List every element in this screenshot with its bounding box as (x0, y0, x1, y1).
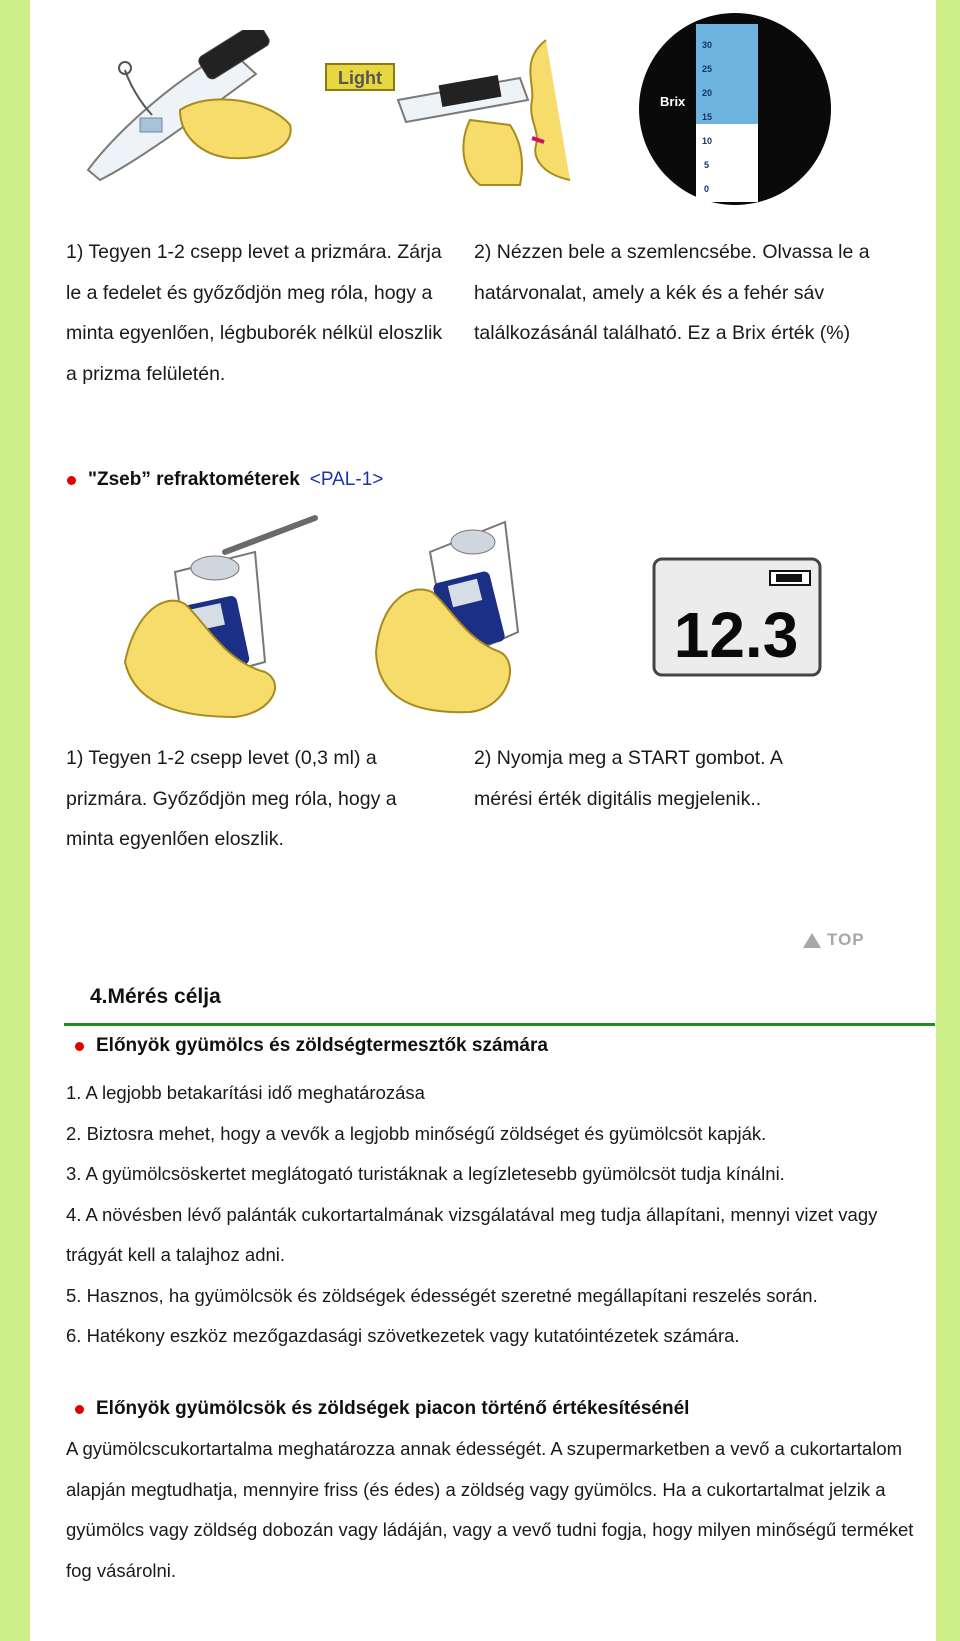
pal-step2-text: 2) Nyomja meg a START gombot. A mérési érték digitális megjelenik.. (474, 747, 782, 810)
pal-device-with-dropper-image (115, 512, 330, 722)
list-item: 6. Hatékony eszköz mezőgazdasági szövetkezetek vagy kutatóintézetek számára. (66, 1325, 740, 1346)
scale-tick: 15 (702, 112, 713, 122)
section-divider (64, 1023, 935, 1026)
scale-tick: 10 (702, 136, 713, 146)
list-item: 3. A gyümölcsöskertet meglátogató turistáknak a legízletesebb gyümölcsöt tudja kínálni. (66, 1163, 785, 1184)
list-item: 4. A növésben lévő palánták cukortartalmának vizsgálatával meg tudja állapítani, mennyi vizet vagy trágyát kell a talajhoz adni. (66, 1203, 878, 1265)
bullet-icon (75, 1042, 84, 1051)
pal-device-start-button-image (370, 512, 545, 717)
scale-tick: 25 (702, 64, 713, 74)
back-to-top-link[interactable] (803, 930, 865, 950)
market-heading-text: Előnyök gyümölcsök és zöldségek piacon történő értékesítésénél (96, 1398, 690, 1419)
pal-step1-text: 1) Tegyen 1-2 csepp levet (0,3 ml) a prizmára. Győződjön meg róla, hogy a minta egyenlően eloszlik. (66, 747, 397, 850)
up-triangle-icon (803, 933, 821, 948)
list-item: 2. Biztosra mehet, hogy a vevők a legjobb minőségű zöldséget és gyümölcsöt kapják. (66, 1122, 767, 1144)
top-link-label: TOP (827, 930, 865, 949)
growers-heading-text: Előnyök gyümölcs és zöldségtermesztők számára (96, 1035, 548, 1056)
bullet-icon (75, 1405, 84, 1414)
step1-text: 1) Tegyen 1-2 csepp levet a prizmára. Zárja le a fedelet és győződjön meg róla, hogy a minta egyenlően, légbuborék nélkül eloszlik a prizma felületén. (66, 241, 443, 385)
scale-tick: 20 (702, 88, 713, 98)
eyepiece-viewing-image (320, 30, 605, 190)
pal-heading (67, 469, 383, 491)
list-item: 1. A legjobb betakarítási idő meghatározása (66, 1082, 425, 1103)
left-green-bar (0, 0, 30, 1641)
refractometer-in-hand-image (70, 30, 310, 190)
growers-heading (75, 1035, 548, 1057)
market-heading (75, 1398, 689, 1420)
scale-tick: 30 (702, 40, 713, 50)
right-green-bar (936, 0, 960, 1641)
brix-scale-label: Brix (660, 94, 686, 109)
benefits-list (66, 1073, 926, 1357)
step2-text: 2) Nézzen bele a szemlencsébe. Olvassa le a határvonalat, amely a kék és a fehér sáv találkozásánál található. Ez a Brix érték (%) (474, 241, 870, 344)
light-label: Light (338, 68, 382, 88)
market-paragraph: A gyümölcscukortartalma meghatározza annak édességét. A szupermarketben a vevő a cukortartalom alapján megtudhatja, mennyire friss (és édes) a zöldség vagy gyümölcs. Ha a cukortartalmat jelzik a gyümölcs vagy zöldség dobozán vagy ládáján, vagy a vevő tudni fogja, hogy milyen minőségű terméket fog vásárolni. (66, 1438, 914, 1581)
digital-display-image (652, 557, 822, 677)
section-title: 4.Mérés célja (90, 985, 221, 1008)
brix-scale-image (638, 4, 833, 214)
bullet-icon (67, 476, 76, 485)
list-item: 5. Hasznos, ha gyümölcsök és zöldségek édességét szeretné megállapítani reszelés során. (66, 1284, 818, 1306)
display-reading: 12.3 (673, 599, 799, 671)
pal-model-code: <PAL-1> (309, 469, 384, 490)
scale-tick: 0 (704, 184, 710, 194)
pal-heading-text: "Zseb” refraktométerek (88, 469, 300, 490)
scale-tick: 5 (704, 160, 710, 170)
